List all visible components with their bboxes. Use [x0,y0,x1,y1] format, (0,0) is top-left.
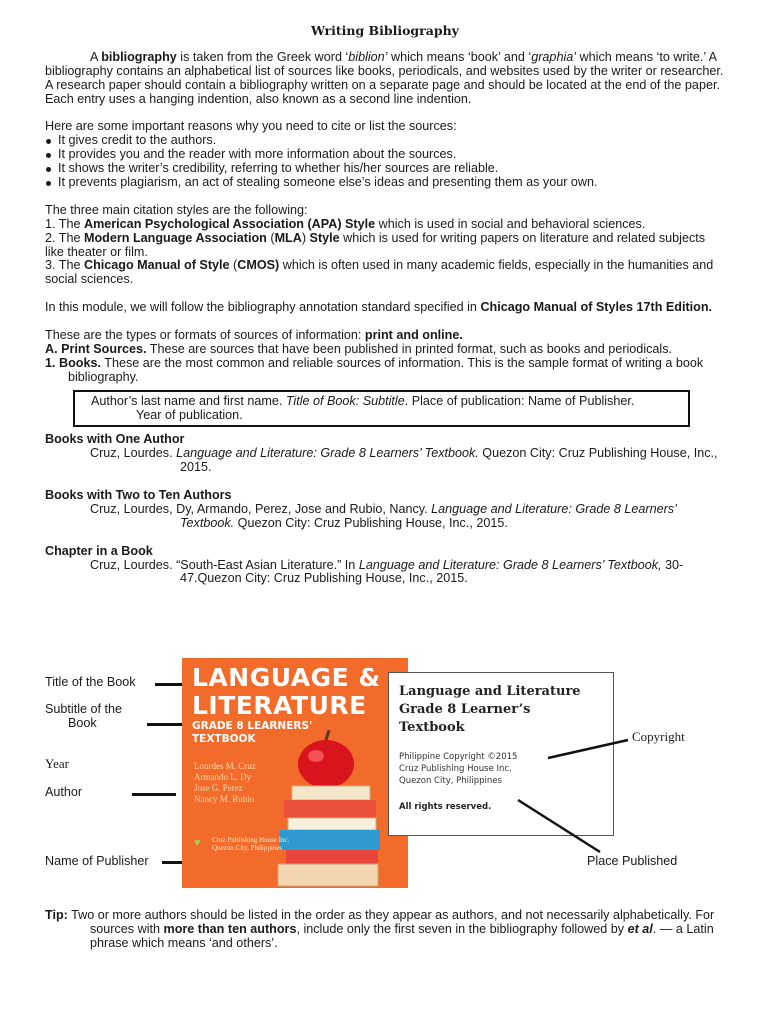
tip-paragraph: Tip: Two or more authors should be listed in the order as they appear as authors, and not necessarily alphabetically. For sources with more than ten authors, include only the first seven in the bibliography followed by et al. — a Latin phrase which means ‘and others’. [45,908,715,950]
label-place-published: Place Published [587,854,678,868]
cover-authors: Lourdes M. Cruz Armando L. Dy Jose G. Perez Nancy M. Rubio [194,761,256,804]
annotated-book-figure [0,652,768,892]
example-heading: Chapter in a Book [45,543,153,558]
copyright-info: Philippine Copyright ©2015 Cruz Publishing House Inc. Quezon City, Philippines [399,752,518,786]
cover-subtitle: GRADE 8 LEARNERS' TEXTBOOK [192,720,313,745]
intro-paragraph: A bibliography is taken from the Greek word ‘biblion’ which means ‘book’ and ‘graphia’ which means ‘to write.’ A bibliography contains an alphabetical list of sources like books, periodicals, and websites used by the writer or researcher. [45,49,724,78]
reasons-list [45,134,725,190]
style-apa: 1. The American Psychological Association (APA) Style which is used in social and behavioral sciences. [45,216,646,231]
bibliography-format-box [73,390,690,428]
page-title: Writing Bibliography [311,23,459,38]
intro-paragraph-2: A research paper should contain a bibliography written on a separate page and should be located at the end of the paper. Each entry uses a hanging indention, also known as a second line indention. [45,77,720,106]
label-subtitle-2: Book [68,716,97,730]
cover-publisher: Cruz Publishing House Inc. Quezon City, Philippines [212,836,290,852]
document-page [45,24,725,586]
list-item: It prevents plagiarism, an act of stealing someone else’s ideas and presenting them as your own. [45,176,725,190]
label-title-of-book: Title of the Book [45,675,136,689]
print-sources: A. Print Sources. These are sources that have been published in printed format, such as books and periodicals. [45,341,673,356]
heart-icon: ♥ [194,837,201,849]
bibliography-entry: Cruz, Lourdes. Language and Literature: Grade 8 Learners’ Textbook. Quezon City: Cruz Publishing House, Inc., 2015. [90,446,718,475]
label-copyright: Copyright [632,729,685,744]
leader-line [132,793,176,796]
style-cmos: 3. The Chicago Manual of Style (CMOS) which is often used in many academic fields, especially in the humanities and social sciences. [45,258,714,287]
styles-heading: The three main citation styles are the following: [45,202,308,217]
label-publisher: Name of Publisher [45,854,149,868]
rights-reserved: All rights reserved. [399,802,492,812]
label-year: Year [45,756,69,771]
format-line-1: Author’s last name and first name. Title of Book: Subtitle. Place of publication: Name of Publisher. [91,393,635,408]
reasons-heading: Here are some important reasons why you need to cite or list the sources: [45,119,457,134]
list-item: It shows the writer’s credibility, referring to whether his/her sources are reliable. [45,162,725,176]
leader-line [540,738,630,768]
leader-line [515,797,605,857]
module-statement: In this module, we will follow the bibliography annotation standard specified in Chicago Manual of Styles 17th Edition. [45,300,713,315]
apple-and-books-illustration [274,728,394,888]
label-author: Author [45,785,83,799]
leader-line [147,723,185,726]
list-item: It provides you and the reader with more information about the sources. [45,148,725,162]
book-cover [182,658,408,888]
bibliography-entry: Cruz, Lourdes, Dy, Armando, Perez, Jose and Rubio, Nancy. Language and Literature: Grade 8 Learners’ Textbook. Quezon City: Cruz Publishing House, Inc., 2015. [90,501,677,530]
source-types: These are the types or formats of sources of information: print and online. [45,327,463,342]
books-definition: 1. Books. These are the most common and reliable sources of information. This is the sample format of writing a book bibliography. [45,355,704,384]
style-mla: 2. The Modern Language Association (MLA) Style which is used for writing papers on literature and related subjects like theater or film. [45,230,706,259]
cover-title: LANGUAGE & LITERATURE [192,663,381,720]
label-subtitle: Subtitle of the [45,702,123,716]
copyright-book-title: Language and Literature Grade 8 Learner’s Textbook [399,684,581,735]
bibliography-entry: Cruz, Lourdes. “South-East Asian Literature.” In Language and Literature: Grade 8 Learners’ Textbook, 30-47.Quezon City: Cruz Publishing House, Inc., 2015. [90,557,684,586]
example-heading: Books with Two to Ten Authors [45,488,232,503]
list-item: It gives credit to the authors. [45,134,725,148]
format-line-2: Year of publication. [136,407,243,422]
example-heading: Books with One Author [45,432,185,447]
